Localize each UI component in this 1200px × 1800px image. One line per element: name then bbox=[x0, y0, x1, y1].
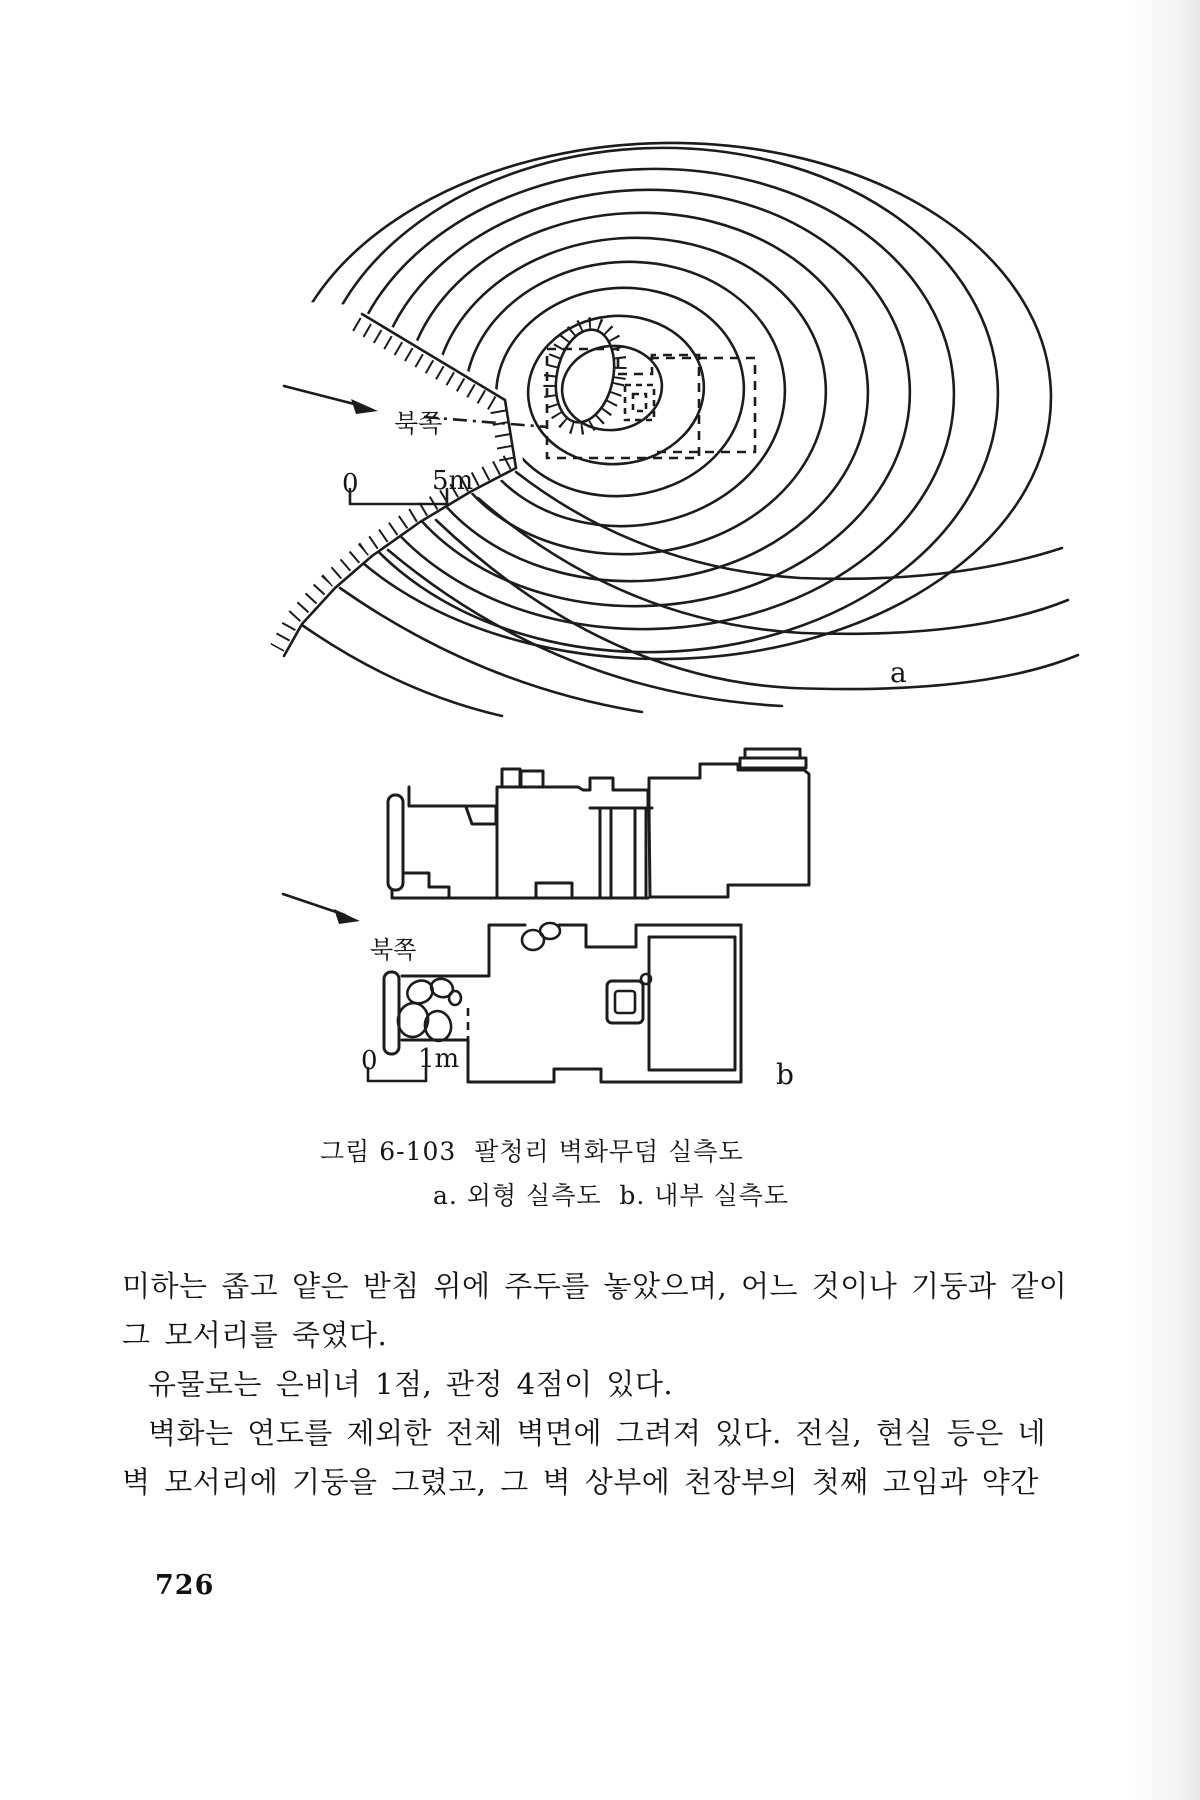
body-line-5: 벽 모서리에 기둥을 그렸고, 그 벽 상부에 천장부의 첫째 고임과 약간 bbox=[122, 1465, 1039, 1499]
hachured-pit bbox=[541, 317, 630, 435]
scale-zero-a: 0 bbox=[342, 469, 359, 499]
north-arrow-b bbox=[283, 894, 360, 924]
north-label-a: 북쪽 bbox=[394, 409, 443, 438]
scale-end-b: 1m bbox=[418, 1044, 460, 1074]
body-line-2: 그 모서리를 죽였다. bbox=[122, 1318, 388, 1352]
north-label-b: 북쪽 bbox=[370, 936, 417, 964]
panel-b-label: b bbox=[776, 1058, 794, 1091]
body-line-3: 유물로는 은비녀 1점, 관정 4점이 있다. bbox=[148, 1367, 674, 1401]
body-line-1: 미하는 좁고 얕은 받침 위에 주두를 놓았으며, 어느 것이나 기둥과 같이 bbox=[122, 1269, 1068, 1303]
body-text bbox=[122, 1262, 1097, 1507]
tomb-section-drawing bbox=[388, 749, 809, 898]
figure-caption-line2: a. 외형 실측도 b. 내부 실측도 bbox=[433, 1181, 789, 1210]
body-line-4: 벽화는 연도를 제외한 전체 벽면에 그려져 있다. 전실, 현실 등은 네 bbox=[148, 1416, 1046, 1450]
panel-b-plan-drawing bbox=[283, 749, 809, 1091]
scale-bar-b bbox=[361, 1044, 459, 1081]
panel-a-label: a bbox=[890, 656, 907, 689]
page-number: 726 bbox=[155, 1570, 215, 1601]
scale-end-a: 5m bbox=[432, 466, 474, 496]
panel-a-contour-drawing bbox=[60, 136, 1078, 716]
scale-zero-b: 0 bbox=[361, 1046, 378, 1076]
figure-caption-line1: 그림 6-103 팔청리 벽화무덤 실측도 bbox=[320, 1137, 744, 1166]
